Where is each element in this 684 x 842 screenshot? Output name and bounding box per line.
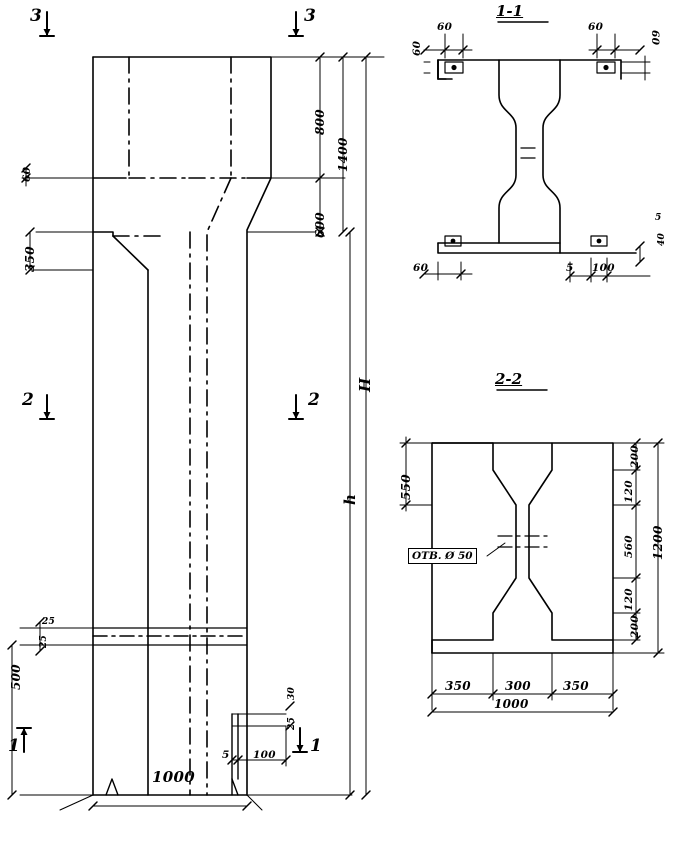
- s11-dim-100-bottom: 100: [592, 262, 615, 274]
- s22-dim-120-bot: 120: [623, 588, 635, 611]
- s22-dim-350-left: 350: [445, 679, 471, 693]
- dim-30-base: 30: [287, 686, 297, 700]
- dim-800: 800: [313, 109, 327, 135]
- dim-h: h: [341, 493, 359, 505]
- dim-25-b: 25: [42, 617, 56, 627]
- view-mark-1-right: 1: [310, 736, 322, 756]
- view-mark-1-left: 1: [8, 736, 20, 756]
- view-mark-3-left: 3: [30, 6, 42, 26]
- s22-dim-300: 300: [505, 679, 531, 693]
- dim-1000-base: 1000: [152, 768, 195, 786]
- s11-dim-40-right: 40: [657, 232, 667, 246]
- s22-dim-350-right: 350: [563, 679, 589, 693]
- dim-5-base: 5: [222, 749, 230, 761]
- s11-dim-60-top-right: 60: [588, 21, 604, 33]
- s11-dim-60-left-side: 60: [411, 40, 423, 56]
- s22-dim-200-bot: 200: [629, 615, 641, 638]
- dim-25-a: 25: [39, 634, 49, 648]
- dim-1400: 1400: [336, 137, 350, 172]
- view-mark-3-right: 3: [304, 6, 316, 26]
- dim-100-base: 100: [253, 749, 276, 761]
- s22-dim-560: 560: [623, 535, 635, 558]
- hole-note: ОТВ. Ø 50: [408, 548, 477, 564]
- section-2-2-title: 2-2: [495, 370, 523, 388]
- s22-dim-120-top: 120: [623, 480, 635, 503]
- s11-dim-5-right: 5: [655, 213, 662, 223]
- dim-H: H: [356, 377, 374, 392]
- s22-dim-1000: 1000: [494, 697, 529, 711]
- s11-dim-5-bottom: 5: [566, 262, 574, 274]
- view-mark-2-right: 2: [308, 390, 320, 410]
- view-mark-2-left: 2: [22, 390, 34, 410]
- section-1-1-title: 1-1: [496, 2, 524, 20]
- dim-600: 600: [313, 212, 327, 238]
- s11-dim-60-top-left: 60: [437, 21, 453, 33]
- s22-dim-550: 550: [399, 474, 413, 500]
- dim-60-left: 60: [21, 166, 33, 182]
- s11-dim-60-right-side: 60: [649, 30, 661, 46]
- s22-dim-1200: 1200: [651, 525, 665, 560]
- dim-500-left: 500: [9, 664, 23, 690]
- dim-350-left: 350: [23, 246, 37, 272]
- s22-dim-200-top: 200: [629, 445, 641, 468]
- s11-dim-60-bottom-left: 60: [413, 262, 429, 274]
- dim-25-base: 25: [287, 716, 297, 730]
